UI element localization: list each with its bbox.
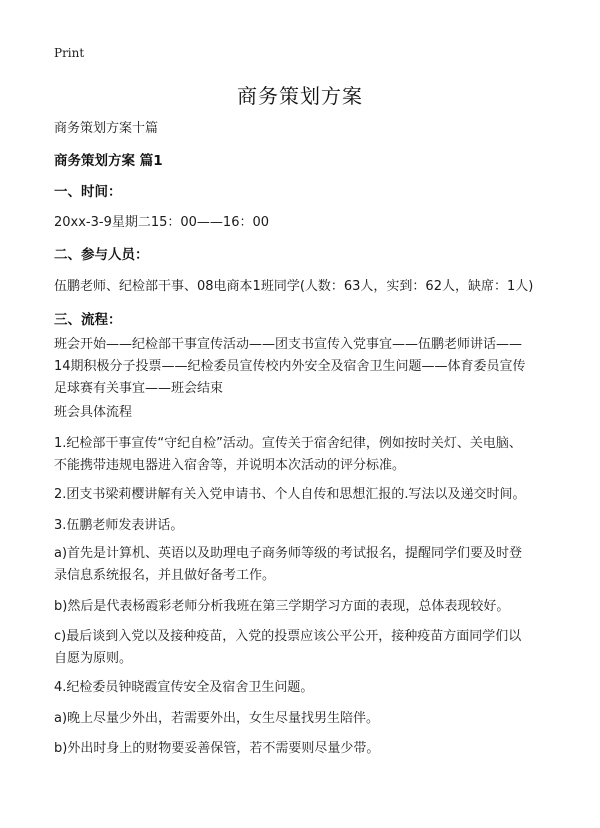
- detail-heading: 班会具体流程: [54, 405, 133, 420]
- time-heading: 一、时间：: [54, 184, 122, 200]
- list-item-line: 1.纪检部干事宣传“守纪自检”活动。宣传关于宿舍纪律，例如按时关灯、关电脑、: [54, 436, 522, 451]
- list-item-line: c)最后谈到入党以及接种疫苗，入党的投票应该公平公开，接种疫苗方面同学们以: [54, 629, 522, 644]
- participants-value: 伍鹏老师、纪检部干事、08电商本1班同学(人数：63人，实到：62人，缺席：1人): [54, 279, 534, 294]
- list-item-line: 不能携带违规电器进入宿舍等，并说明本次活动的评分标准。: [54, 458, 406, 473]
- list-item-line: 录信息系统报名，并且做好备考工作。: [54, 568, 276, 583]
- list-item-1: [54, 433, 554, 477]
- list-item-3b: b)然后是代表杨霞彩老师分析我班在第三学期学习方面的表现，总体表现较好。: [54, 599, 510, 614]
- list-item-3a: [54, 543, 554, 587]
- list-item-line: a)首先是计算机、英语以及助理电子商务师等级的考试报名，提醒同学们要及时登: [54, 546, 523, 561]
- process-summary-line: 14期积极分子投票——纪检委员宣传校内外安全及宿舍卫生问题——体育委员宣传: [54, 359, 526, 374]
- list-item-2: 2.团支书梁莉樱讲解有关入党申请书、个人自传和思想汇报的.写法以及递交时间。: [54, 487, 526, 502]
- subtitle: 商务策划方案十篇: [54, 121, 159, 136]
- list-item-line: 自愿为原则。: [54, 651, 133, 666]
- section-title: 商务策划方案 篇1: [54, 153, 163, 169]
- list-item-3c: [54, 626, 554, 670]
- list-item-4: 4.纪检委员钟晓霞宣传安全及宿舍卫生问题。: [54, 680, 314, 695]
- process-summary-line: 班会开始——纪检部干事宣传活动——团支书宣传入党事宜——伍鹏老师讲话——: [54, 337, 523, 352]
- list-item-4a: a)晚上尽量少外出，若需要外出，女生尽量找男生陪伴。: [54, 711, 380, 726]
- process-heading: 三、流程：: [54, 312, 122, 328]
- time-value: 20xx-3-9星期二15：00——16：00: [54, 215, 270, 230]
- list-item-4b: b)外出时身上的财物要妥善保管，若不需要则尽量少带。: [54, 741, 380, 756]
- participants-heading: 二、参与人员：: [54, 247, 149, 263]
- document-title: 商务策划方案: [237, 84, 363, 108]
- list-item-3: 3.伍鹏老师发表讲话。: [54, 518, 184, 533]
- process-summary: [54, 334, 554, 400]
- print-label: Print: [54, 46, 85, 60]
- process-summary-line: 足球赛有关事宜——班会结束: [54, 381, 224, 396]
